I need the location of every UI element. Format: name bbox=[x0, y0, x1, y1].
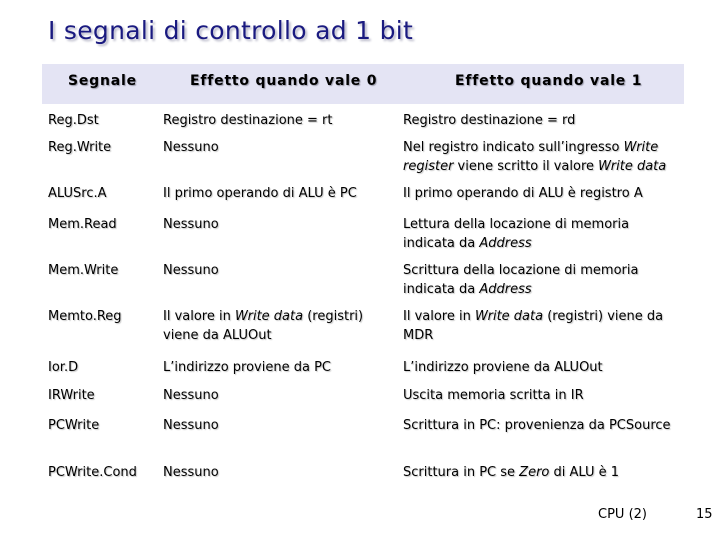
signal-name: PCWrite.Cond bbox=[48, 465, 137, 480]
effect-when-1: Registro destinazione = rd bbox=[403, 113, 576, 128]
effect-when-0: Nessuno bbox=[163, 418, 219, 433]
signal-name: Reg.Write bbox=[48, 140, 112, 155]
signal-name: Ior.D bbox=[48, 360, 79, 375]
effect-when-0: Nessuno bbox=[163, 263, 219, 278]
signal-name: ALUSrc.A bbox=[48, 186, 107, 201]
signal-name: IRWrite bbox=[48, 388, 95, 403]
effect-when-0: Nessuno bbox=[163, 465, 219, 480]
effect-when-0: Nessuno bbox=[163, 217, 219, 232]
header-effect-0: Effetto quando vale 0 bbox=[190, 73, 378, 89]
effect-when-1: L’indirizzo proviene da ALUOut bbox=[403, 360, 603, 375]
effect-when-0: Il primo operando di ALU è PC bbox=[163, 186, 357, 201]
page-number: 15 bbox=[696, 507, 713, 522]
effect-when-0: L’indirizzo proviene da PC bbox=[163, 360, 331, 375]
header-signal: Segnale bbox=[68, 73, 137, 89]
effect-when-0: Nessuno bbox=[163, 388, 219, 403]
signal-name: Mem.Read bbox=[48, 217, 117, 232]
signal-name: Memto.Reg bbox=[48, 309, 122, 324]
slide-title: I segnali di controllo ad 1 bit bbox=[48, 16, 414, 45]
effect-when-1: Nel registro indicato sull’ingresso Write register viene scritto il valore Write data bbox=[403, 140, 667, 174]
effect-when-1: Scrittura in PC: provenienza da PCSource bbox=[403, 418, 671, 433]
effect-when-0: Registro destinazione = rt bbox=[163, 113, 333, 128]
header-effect-1: Effetto quando vale 1 bbox=[455, 73, 643, 89]
effect-when-0: Nessuno bbox=[163, 140, 219, 155]
effect-when-1: Lettura della locazione di memoria indicata da Address bbox=[403, 217, 630, 251]
effect-when-1: Scrittura in PC se Zero di ALU è 1 bbox=[403, 465, 620, 480]
effect-when-0: Il valore in Write data (registri) viene da ALUOut bbox=[163, 309, 364, 343]
effect-when-1: Il primo operando di ALU è registro A bbox=[403, 186, 643, 201]
effect-when-1: Uscita memoria scritta in IR bbox=[403, 388, 584, 403]
signal-name: Reg.Dst bbox=[48, 113, 99, 128]
signal-name: Mem.Write bbox=[48, 263, 119, 278]
signal-name: PCWrite bbox=[48, 418, 100, 433]
effect-when-1: Il valore in Write data (registri) viene da MDR bbox=[403, 309, 664, 343]
footer-label: CPU (2) bbox=[598, 507, 647, 522]
effect-when-1: Scrittura della locazione di memoria indicata da Address bbox=[403, 263, 639, 297]
